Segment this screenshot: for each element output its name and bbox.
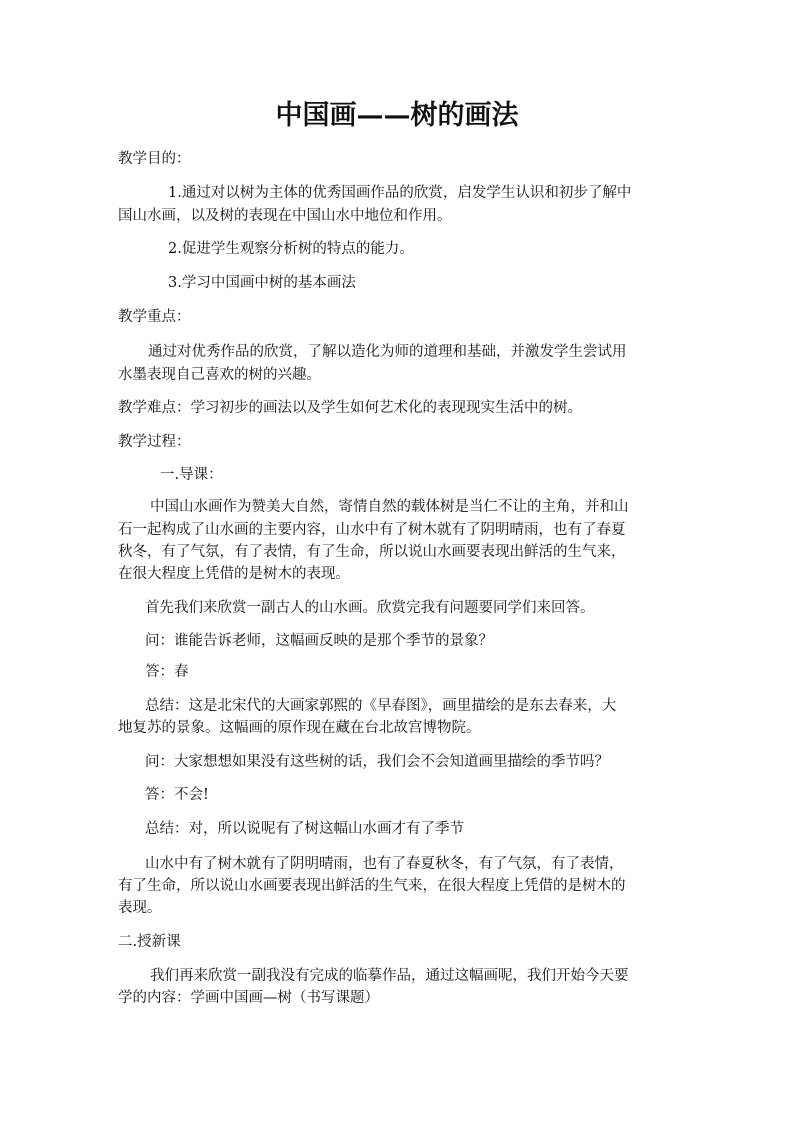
objective-2: 2.促进学生观察分析树的特点的能力。 xyxy=(168,241,414,257)
summary-1-line-2: 地复苏的景象。这幅画的原作现在藏在台北故宫博物院。 xyxy=(118,720,481,736)
difficulties-text: 教学难点：学习初步的画法以及学生如何艺术化的表现现实生活中的树。 xyxy=(118,400,582,416)
trees-paragraph-line-2: 有了生命，所以说山水画要表现出鲜活的生气来，在很大程度上凭借的是树木的 xyxy=(118,878,626,894)
intro-paragraph-line-2: 石一起构成了山水画的主要内容，山水中有了树木就有了阴明晴雨，也有了春夏 xyxy=(118,522,626,538)
key-points-heading: 教学重点： xyxy=(118,309,191,325)
summary-1-line-1: 总结：这是北宋代的大画家郭熙的《早春图》，画里描绘的是东去春来，大 xyxy=(145,698,617,714)
key-points-line-1: 通过对优秀作品的欣赏，了解以造化为师的道理和基础，并激发学生尝试用 xyxy=(148,344,627,360)
key-points-line-2: 水墨表现自己喜欢的树的兴趣。 xyxy=(118,367,321,383)
question-2: 问：大家想想如果没有这些树的话，我们会不会知道画里描绘的季节吗？ xyxy=(145,754,609,770)
objective-3: 3.学习中国画中树的基本画法 xyxy=(168,275,356,291)
objective-1-line-1: 1.通过对以树为主体的优秀国画作品的欣赏，启发学生认识和初步了解中 xyxy=(168,185,632,201)
intro-paragraph-line-4: 在很大程度上凭借的是树木的表现。 xyxy=(118,566,350,582)
answer-1: 答：春 xyxy=(145,664,189,680)
new-lesson-heading: 二.授新课 xyxy=(118,934,181,950)
document-title: 中国画——树的画法 xyxy=(275,100,519,131)
question-1: 问：谁能告诉老师，这幅画反映的是那个季节的景象？ xyxy=(145,633,493,649)
trees-paragraph-line-1: 山水中有了树木就有了阴明晴雨，也有了春夏秋冬，有了气氛，有了表情， xyxy=(145,856,624,872)
intro-paragraph-line-3: 秋冬，有了气氛，有了表情，有了生命，所以说山水画要表现出鲜活的生气来， xyxy=(118,544,626,560)
objective-1 xyxy=(168,182,684,205)
process-heading: 教学过程： xyxy=(118,434,191,450)
appreciate-text: 首先我们来欣赏一副古人的山水画。欣赏完我有问题要同学们来回答。 xyxy=(145,600,595,616)
new-lesson-line-1: 我们再来欣赏一副我没有完成的临摹作品，通过这幅画呢，我们开始今天要 xyxy=(150,968,629,984)
trees-paragraph-line-3: 表现。 xyxy=(118,900,162,916)
new-lesson-line-2: 学的内容：学画中国画—树（书写课题） xyxy=(118,990,379,1006)
objectives-heading: 教学目的： xyxy=(118,151,191,167)
intro-paragraph-line-1: 中国山水画作为赞美大自然，寄情自然的载体树是当仁不让的主角，并和山 xyxy=(150,499,629,515)
intro-heading: 一.导课： xyxy=(160,467,223,483)
answer-2: 答：不会! xyxy=(145,787,209,803)
summary-2: 总结：对，所以说呢有了树这幅山水画才有了季节 xyxy=(145,821,464,837)
objective-1-line-2: 国山水画，以及树的表现在中国山水中地位和作用。 xyxy=(118,208,452,224)
